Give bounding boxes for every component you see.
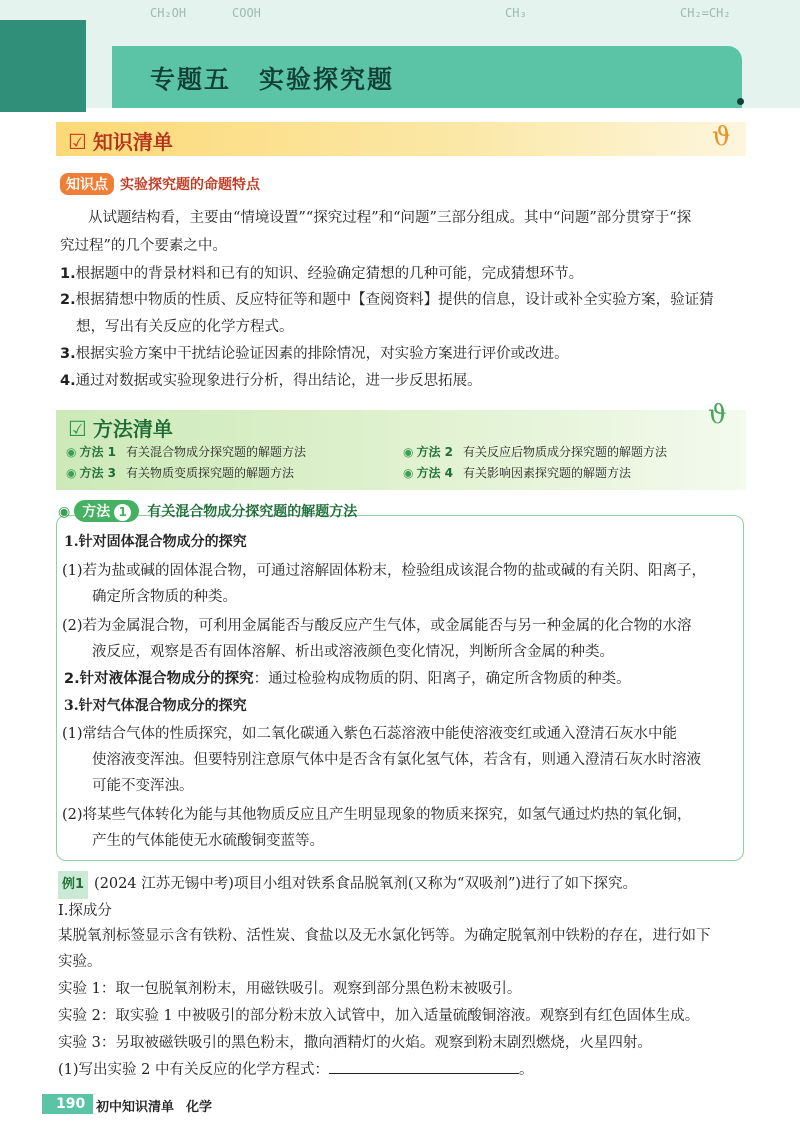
page-footer (0, 1092, 800, 1118)
example-tag: 例1 (58, 871, 88, 899)
paragraph-line: (1)常结合气体的性质探究，如二氧化碳通入紫色石蕊溶液中能使溶液变红或通入澄清石灰水中能 (62, 726, 678, 742)
intro-text: 究过程”的几个要素之中。 (60, 238, 227, 254)
swirl-icon: ϑ (712, 122, 731, 152)
footer-text: 初中知识清单 化学 (96, 1100, 213, 1115)
checkbox-icon: ☑ (68, 130, 87, 154)
list-item: 3.根据实验方案中干扰结论验证因素的排除情况，对实验方案进行评价或改进。 (60, 346, 569, 362)
header-dot (737, 98, 744, 105)
bullet-icon: ◉ (403, 466, 414, 480)
checkbox-icon: ☑ (68, 417, 87, 441)
experiment-line: 实验 2：取实验 1 中被吸引的部分粉末放入试管中，加入适量硫酸铜溶液。观察到有红色固体生成。 (58, 1008, 700, 1024)
bullet-icon: ◉ (403, 445, 414, 459)
example-intro: 例1 (2024 江苏无锡中考)项目小组对铁系食品脱氧剂(又称为“双吸剂”)进行了如下探究。 (58, 870, 637, 899)
intro-text: 从试题结构看，主要由“情境设置”“探究过程”和“问题”三部分组成。其中“问题”部分贯穿于“探 (88, 210, 692, 226)
paragraph-line: 确定所含物质的种类。 (92, 589, 237, 605)
method-pill: 方法 1 (74, 500, 139, 522)
chem-doodle: CH₂=CH₂ (680, 6, 731, 20)
chem-doodle: CH₂OH (150, 6, 187, 20)
header-side-band (0, 20, 86, 112)
list-item: 1.根据题中的背景材料和已有的知识、经验确定猜想的几种可能，完成猜想环节。 (60, 266, 584, 282)
paragraph-line: (2)若为金属混合物，可利用金属能否与酸反应产生气体，或金属能否与另一种金属的化合物的水溶 (62, 618, 692, 634)
section-title-knowledge: ☑ 知识清单 (68, 130, 173, 154)
experiment-line: 实验 3：另取被磁铁吸引的黑色粉末，撒向酒精灯的火焰。观察到粉末剧烈燃烧，火星四射。 (58, 1035, 652, 1051)
subheading: 2.针对液体混合物成分的探究：通过检验构成物质的阴、阳离子，确定所含物质的种类。 (64, 671, 631, 687)
list-item: 4.通过对数据或实验现象进行分析，得出结论，进一步反思拓展。 (60, 373, 482, 389)
paragraph-line: 实验。 (58, 954, 102, 970)
paragraph-line: (1)若为盐或碱的固体混合物，可通过溶解固体粉末，检验组成该混合物的盐或碱的有关阴、阳离子， (62, 563, 707, 579)
paragraph-line: 使溶液变浑浊。但要特别注意原气体中是否含有氯化氢气体，若含有，则通入澄清石灰水时溶液 (92, 752, 701, 768)
paragraph-line: 液反应，观察是否有固体溶解、析出或溶液颜色变化情况，判断所含金属的种类。 (92, 644, 614, 660)
method-1-heading: ◉ 方法 1 有关混合物成分探究题的解题方法 (58, 500, 357, 522)
knowledge-point-badge: 知识点 (60, 173, 114, 195)
method-list-item: ◉ 方法 1 有关混合物成分探究题的解题方法 (66, 445, 307, 459)
list-item-continued: 想，写出有关反应的化学方程式。 (76, 319, 294, 335)
page-number: 190 (42, 1094, 93, 1114)
answer-blank[interactable] (329, 1059, 519, 1074)
page-title: 专题五 实验探究题 (150, 65, 395, 94)
experiment-line: 实验 1：取一包脱氧剂粉末，用磁铁吸引。观察到部分黑色粉末被吸引。 (58, 981, 522, 997)
chem-doodle: CH₃ (505, 6, 527, 20)
example-part: Ⅰ.探成分 (58, 903, 112, 919)
chem-doodle: COOH (232, 6, 261, 20)
bullet-icon: ◉ (66, 466, 77, 480)
method-list-item: ◉ 方法 4 有关影响因素探究题的解题方法 (403, 466, 632, 480)
paragraph-line: 某脱氧剂标签显示含有铁粉、活性炭、食盐以及无水氯化钙等。为确定脱氧剂中铁粉的存在，进行如下 (58, 928, 711, 944)
paragraph-line: 可能不变浑浊。 (92, 778, 194, 794)
method-list-item: ◉ 方法 3 有关物质变质探究题的解题方法 (66, 466, 295, 480)
subheading: 3.针对气体混合物成分的探究 (64, 698, 247, 714)
paragraph-line: (2)将某些气体转化为能与其他物质反应且产生明显现象的物质来探究，如氢气通过灼热的氧化铜， (62, 807, 692, 823)
question-line: (1)写出实验 2 中有关反应的化学方程式： 。 (58, 1056, 533, 1084)
knowledge-point-heading: 知识点 实验探究题的命题特点 (60, 173, 260, 195)
bullet-icon: ◉ (66, 445, 77, 459)
chapter-header (0, 0, 800, 108)
method-list-item: ◉ 方法 2 有关反应后物质成分探究题的解题方法 (403, 445, 668, 459)
subheading: 1.针对固体混合物成分的探究 (64, 534, 247, 550)
paragraph-line: 产生的气体能使无水硫酸铜变蓝等。 (92, 833, 324, 849)
list-item: 2.根据猜想中物质的性质、反应特征等和题中【查阅资料】提供的信息，设计或补全实验方案，验证猜 (60, 292, 714, 308)
swirl-icon: ϑ (708, 400, 727, 430)
bullet-icon: ◉ (58, 504, 71, 520)
section-title-methods: ☑ 方法清单 (68, 417, 173, 441)
